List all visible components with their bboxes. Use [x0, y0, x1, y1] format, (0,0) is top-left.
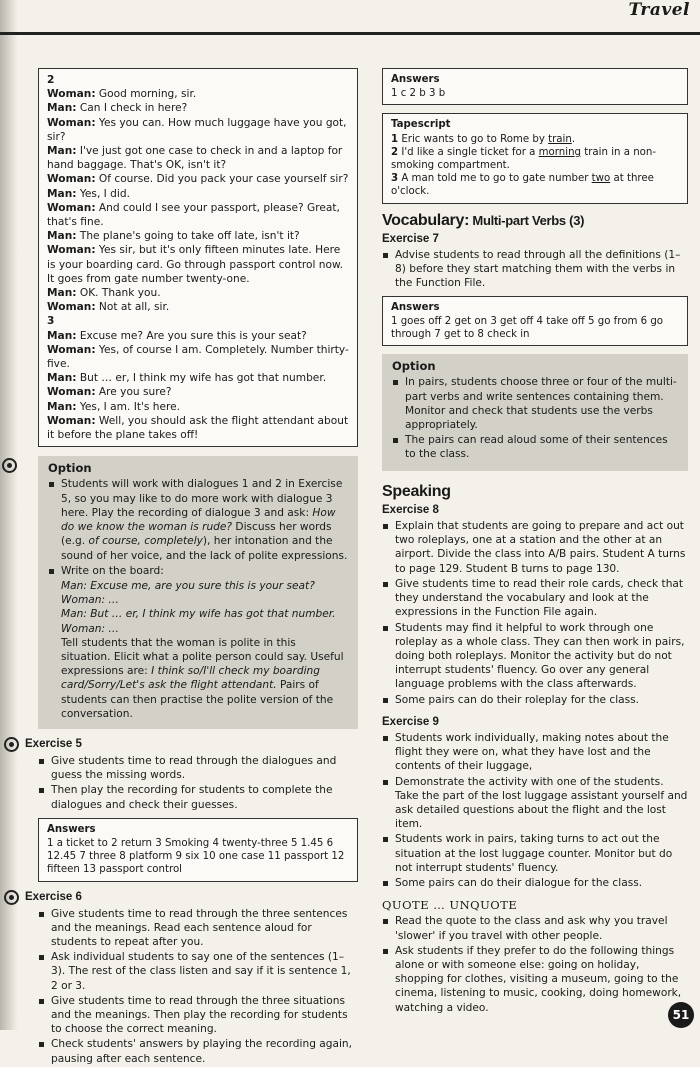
vocabulary-heading: Vocabulary: Multi-part Verbs (3) — [382, 211, 585, 229]
dialogue-line: Man: Can I check in here? — [47, 102, 188, 115]
dialogue-line: Woman: Yes you can. How much luggage have you got, sir? — [47, 116, 347, 143]
cd-icon — [4, 890, 19, 905]
dialogue-line: Woman: Good morning, sir. — [47, 88, 197, 101]
dialogue-line: Woman: And could I see your passport, please? Great, that's fine. — [47, 201, 340, 229]
list-item: Students work individually, making notes about the flight they were on, what they have lost and the contents of their luggage, — [382, 731, 688, 774]
option-bullet: Students will work with dialogues 1 and 2 in Exercise 5, so you may like to do more work with dialogue 3 here. Play the recording of dialogue 3 and ask: How do we know the woman is rude? Discuss her words (e.g. of course, completely), her intonation and the sound of her voice, and the lack of polite expressions. — [48, 477, 348, 562]
list-item: Some pairs can do their dialogue for the class. — [382, 876, 688, 890]
list-item: Give students time to read through the three situations and the meanings. Then play the recording for students to choose the correct meaning. — [38, 994, 358, 1037]
right-column — [382, 68, 688, 1016]
board-text: Man: Excuse me, are you sure this is your seat? Woman: … Man: But … er, I think my wife has got that number. Woman: … — [61, 579, 336, 635]
book-spine-shadow — [0, 0, 18, 1030]
quote-heading: QUOTE … UNQUOTE — [382, 898, 518, 913]
exercise-8-heading: Exercise 8 — [382, 503, 439, 516]
option-paragraph: Tell students that the woman is polite in this situation. Elicit what a polite person could say. Useful expressions are: I think so/I'll check my boarding card/Sorry/Let's ask the flight attendant. Pairs of students can then practise the polite version of the conversation. — [61, 636, 344, 720]
running-header: Travel — [628, 0, 690, 20]
list-item: Students may find it helpful to work through one roleplay as a whole class. They can then work in pairs, doing both roleplays. Monitor the activity but do not interrupt students' fluency. Go over any general language problems with the class afterwards. — [382, 621, 688, 692]
dialogue-line: Man: But … er, I think my wife has got that number. — [47, 372, 327, 385]
list-item: Give students time to read their role cards, check that they understand the vocabulary and look at the expressions in the Function File again. — [382, 577, 688, 620]
dialogue-line: Man: Yes, I did. — [47, 187, 130, 200]
answers-box-ex7: Answers 1 goes off 2 get on 3 get off 4 take off 5 go from 6 go through 7 get to 8 check in — [382, 296, 688, 347]
dialogue-line: Man: OK. Thank you. — [47, 287, 161, 300]
dialogue-line: Woman: Of course. Did you pack your case yourself sir? — [47, 173, 349, 186]
list-item: Advise students to read through all the definitions (1–8) before they start matching them with the verbs in the Function File. — [382, 248, 688, 291]
answers-box-ex5: Answers 1 a ticket to 2 return 3 Smoking 4 twenty-three 5 1.45 6 12.45 7 three 8 platform 9 six 10 one case 11 passport 12 fifteen 13 passport control — [38, 818, 358, 882]
answers-box-top: Answers 1 c 2 b 3 b — [382, 68, 688, 105]
list-item: Give students time to read through the dialogues and guess the missing words. — [38, 754, 358, 782]
dialogue-line: Woman: Yes sir, but it's only fifteen minutes late. Here is your boarding card. Go through passport control now. It goes from gate number twenty-one. — [47, 244, 344, 285]
dialogue-line: 2 — [47, 74, 55, 86]
exercise-9-heading: Exercise 9 — [382, 715, 439, 728]
option-bullet: In pairs, students choose three or four of the multi-part verbs and write sentences containing them. Monitor and check that students use the verbs appropriately. — [392, 375, 678, 432]
speaking-heading: Speaking — [382, 482, 451, 500]
list-item: Demonstrate the activity with one of the students. Take the part of the lost luggage assistant yourself and ask detailed questions about the flight and the lost item. — [382, 775, 688, 832]
list-item: Explain that students are going to prepare and act out two roleplays, one at a station and the other at an airport. Divide the class into A/B pairs. Student A turns to page 129. Student B turns to page 130. — [382, 519, 688, 576]
dialogue-line: Woman: Not at all, sir. — [47, 301, 170, 314]
header-rule — [0, 32, 700, 35]
list-item: Check students' answers by playing the recording again, pausing after each sentence. — [38, 1037, 358, 1065]
option-title: Option — [48, 461, 92, 476]
dialogue-line: Man: I've just got one case to check in and a laptop for hand baggage. That's OK, isn't it? — [47, 145, 343, 172]
dialogue-line: 3 — [47, 315, 55, 328]
exercise-7-heading: Exercise 7 — [382, 232, 439, 245]
dialogue-line: Man: Yes, I am. It's here. — [47, 400, 181, 413]
list-item: Then play the recording for students to complete the dialogues and check their guesses. — [38, 783, 358, 811]
dialogue-line: Man: Excuse me? Are you sure this is your seat? — [47, 329, 307, 342]
list-item: Some pairs can do their roleplay for the class. — [382, 693, 688, 707]
left-column — [25, 68, 358, 1067]
list-item: Give students time to read through the three sentences and the meanings. Read each sentence aloud for students to repeat after you. — [38, 907, 358, 950]
dialogue-line: Woman: Yes, of course I am. Completely. Number thirty-five. — [47, 343, 349, 371]
exercise-6-heading: Exercise 6 — [4, 890, 358, 905]
exercise-5-heading: Exercise 5 — [4, 737, 358, 752]
dialogue-box — [38, 68, 358, 447]
dialogue-line: Woman: Well, you should ask the flight attendant about it before the plane takes off! — [47, 414, 349, 442]
list-item: Students work in pairs, taking turns to act out the situation at the lost luggage counter. Monitor but do not interrupt students' fluency. — [382, 832, 688, 875]
option-bullet: The pairs can read aloud some of their sentences to the class. — [392, 433, 678, 461]
option-bullet: Write on the board: — [48, 564, 348, 578]
dialogue-line: Woman: Are you sure? — [47, 386, 172, 399]
list-item: Ask individual students to say one of the sentences (1–3). The rest of the class listen and say if it is sentence 1, 2 or 3. — [38, 950, 358, 993]
page-number: 51 — [668, 1002, 694, 1028]
option-box-verbs: Option In pairs, students choose three or four of the multi-part verbs and write sentences containing them. Monitor and check that students use the verbs appropriately. The pairs can read aloud some of their sentences to the class. — [382, 354, 688, 470]
dialogue-line: Man: The plane's going to take off late, isn't it? — [47, 230, 300, 243]
list-item: Ask students if they prefer to do the following things alone or with someone else: going on holiday, shopping for clothes, visiting a museum, going to the cinema, listening to music, cooking, doing homework, watching a video. — [382, 944, 688, 1015]
cd-icon — [4, 737, 19, 752]
option-box-dialogue — [38, 456, 358, 729]
list-item: Read the quote to the class and ask why you travel 'slower' if you travel with other people. — [382, 914, 688, 942]
tapescript-box: Tapescript 1 Eric wants to go to Rome by train. 2 I'd like a single ticket for a morning train in a non-smoking compartment. 3 A man told me to go to gate number two at three o'clock. — [382, 113, 688, 203]
